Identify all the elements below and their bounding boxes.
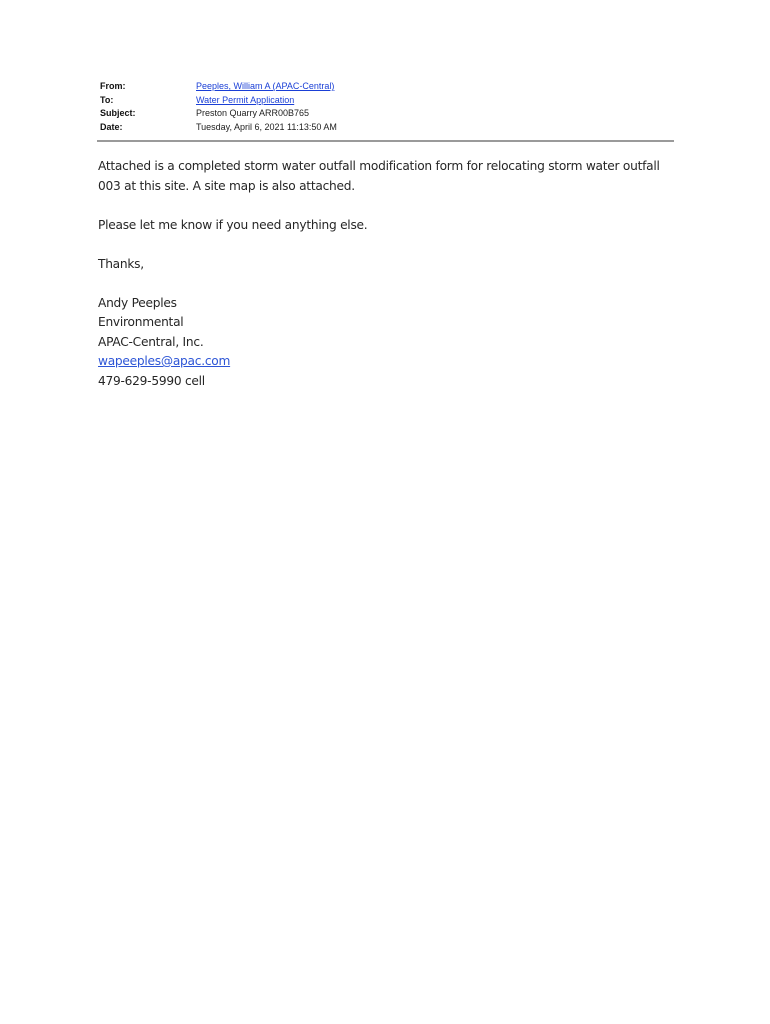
closing-text: Thanks, (98, 256, 144, 271)
body-paragraph-1-line-1: Attached is a completed storm water outfall modification form for relocating storm water outfall (98, 159, 660, 173)
from-row (100, 80, 675, 94)
body-paragraph-1-line-2: 003 at this site. A site map is also attached. (98, 178, 355, 193)
date-row (100, 121, 675, 135)
signature-email-link[interactable]: wapeeples@apac.com (98, 354, 231, 368)
from-label: From: (100, 81, 126, 91)
date-label: Date: (100, 121, 123, 132)
signature-company: APAC-Central, Inc. (98, 334, 204, 349)
subject-row (100, 107, 675, 121)
from-link[interactable]: Peeples, William A (APAC-Central) (196, 81, 335, 91)
to-link[interactable]: Water Permit Application (196, 94, 295, 105)
email-body (98, 157, 673, 391)
date-value: Tuesday, April 6, 2021 11:13:50 AM (196, 121, 337, 132)
signature-name: Andy Peeples (98, 295, 177, 310)
body-paragraph-2: Please let me know if you need anything else. (98, 217, 368, 232)
signature-department: Environmental (98, 315, 184, 329)
to-label: To: (100, 94, 114, 105)
subject-value: Preston Quarry ARR00B765 (196, 108, 310, 118)
to-row (100, 94, 675, 108)
signature-block (98, 294, 673, 392)
header-divider (97, 140, 674, 142)
email-header (100, 80, 675, 134)
signature-phone: 479-629-5990 cell (98, 373, 205, 388)
body-paragraph-1 (98, 157, 673, 196)
subject-label: Subject: (100, 108, 136, 118)
